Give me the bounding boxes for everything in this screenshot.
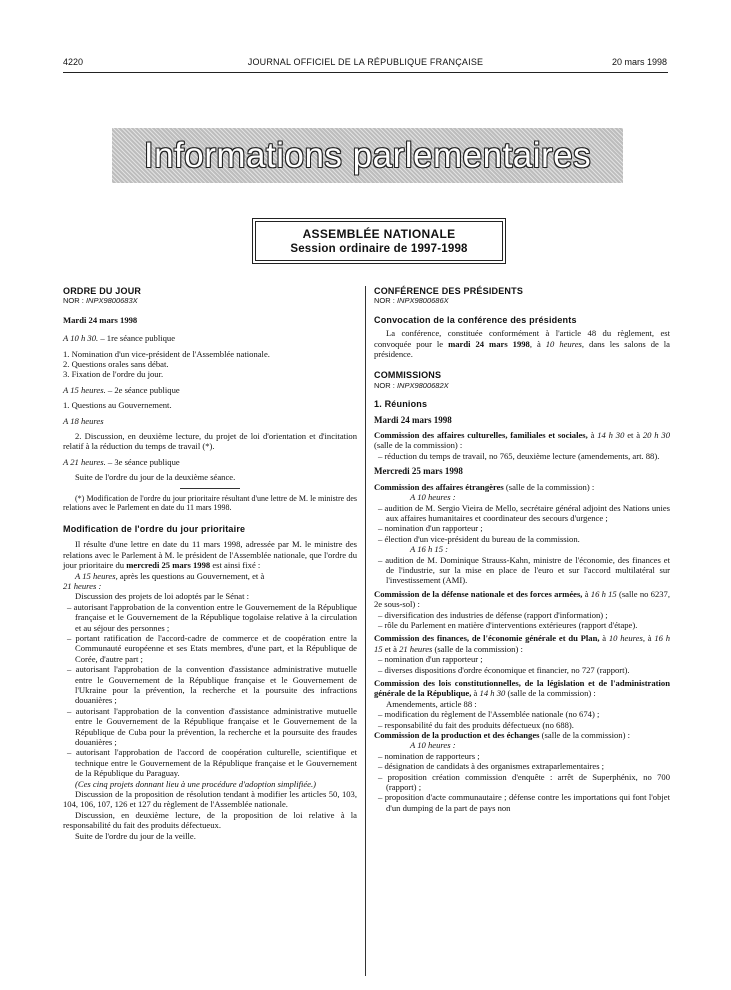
conf-text: La conférence, constituée conformément à l'article 48 du règlement, est convoquée pour le mardi 24 mars 1998, à 10 heures, dans les salons de la présidence. bbox=[374, 328, 670, 360]
column-divider bbox=[365, 286, 366, 976]
footnote: (*) Modification de l'ordre du jour prioritaire résultant d'une lettre de M. le ministre des relations avec le Parlement en date du 11 mars 1998. bbox=[63, 493, 357, 513]
comm-title: COMMISSIONS bbox=[374, 370, 442, 381]
running-header bbox=[0, 57, 731, 71]
commission-production: Commission de la production et des échanges (salle de la commission) : bbox=[374, 730, 630, 741]
modif-resolution: Discussion de la proposition de résolution tendant à modifier les articles 50, 103, 104, 106, 107, 126 et 127 du règlement de l'Assemblée nationale. bbox=[63, 789, 357, 810]
comm-day-2: Mercredi 25 mars 1998 bbox=[374, 466, 463, 477]
ordre-title: ORDRE DU JOUR bbox=[63, 286, 142, 296]
modif-discussion: Discussion des projets de loi adoptés par le Sénat : bbox=[75, 591, 249, 602]
seance-3-heading: A 21 heures. – 3e séance publique bbox=[63, 456, 180, 467]
assembly-name: ASSEMBLÉE NATIONALE bbox=[302, 227, 456, 241]
commission-culturelle: Commission des affaires culturelles, familiales et sociales, à 14 h 30 et à 20 h 30 (salle de la commission) : bbox=[374, 430, 671, 451]
seance-2-item: 2. Discussion, en deuxième lecture, du projet de loi d'orientation et d'incitation relatif à la réduction du temps de travail (*). bbox=[63, 431, 357, 452]
modif-item: – autorisant l'approbation de l'accord de coopération culturelle, scientifique et technique entre le Gouvernement de la République française et le Gouvernement de la République du Paraguay. bbox=[67, 747, 357, 779]
agenda-item: – audition de M. Sergio Vieira de Mello, secrétaire général adjoint des Nations unies aux affaires humanitaires et coordinateur des secours d'urgence ; bbox=[378, 502, 670, 523]
modif-time-b: 21 heures : bbox=[63, 580, 102, 591]
ordre-date: Mardi 24 mars 1998 bbox=[63, 314, 138, 325]
seance-2-heading: A 15 heures. – 2e séance publique bbox=[63, 384, 180, 395]
comm-day-1: Mardi 24 mars 1998 bbox=[374, 414, 452, 425]
agenda-item: – réduction du temps de travail, no 765, deuxième lecture (amendements, art. 88). bbox=[378, 450, 660, 461]
issue-date: 20 mars 1998 bbox=[611, 57, 667, 67]
seance-1-heading: A 10 h 30. – 1re séance publique bbox=[63, 333, 176, 344]
right-column bbox=[374, 286, 670, 813]
agenda-item: – modification du règlement de l'Assemblée nationale (no 674) ; bbox=[378, 709, 600, 720]
modif-intro: Il résulte d'une lettre en date du 11 mars 1998, adressée par M. le ministre des relations avec le Parlement à M. le président de l'Assemblée nationale, que l'ordre du jour prioritaire du mercredi 25 mars 1998 est ainsi fixé : bbox=[63, 539, 357, 571]
conf-title: CONFÉRENCE DES PRÉSIDENTS bbox=[374, 286, 524, 296]
header-rule bbox=[63, 72, 668, 73]
comm-nor: NOR : INPX9800682X bbox=[374, 380, 449, 390]
agenda-time: A 10 heures : bbox=[410, 740, 456, 751]
agenda-item: – désignation de candidats à des organismes extraparlementaires ; bbox=[378, 761, 605, 772]
modif-item: – autorisant l'approbation de la convention d'assistance administrative mutuelle entre le Gouvernement de la République française et le Gouvernement de la République de Cuba pour la prévention, la recherche et la poursuite des fraudes douanières ; bbox=[67, 705, 357, 747]
section-banner bbox=[112, 128, 623, 183]
modif-deuxieme: Discussion, en deuxième lecture, de la proposition de loi relative à la responsabilité du fait des produits défectueux. bbox=[63, 809, 357, 831]
seance-2-item: 1. Questions au Gouvernement. bbox=[63, 400, 172, 411]
footnote-rule bbox=[180, 488, 240, 489]
commission-etrangeres: Commission des affaires étrangères (salle de la commission) : bbox=[374, 481, 595, 492]
page-number: 4220 bbox=[63, 57, 84, 67]
agenda-item: – rôle du Parlement en matière d'interventions extérieures (rapport d'étape). bbox=[378, 619, 638, 630]
conf-subtitle: Convocation de la conférence des présidents bbox=[374, 314, 577, 325]
conf-nor: NOR : INPX9800686X bbox=[374, 296, 449, 306]
session-title: Session ordinaire de 1997-1998 bbox=[290, 243, 468, 255]
agenda-item: – nomination de rapporteurs ; bbox=[378, 750, 480, 761]
modif-times: A 15 heures, après les questions au Gouvernement, et à bbox=[75, 570, 265, 581]
agenda-item: – proposition d'acte communautaire ; défense contre les importations qui font l'objet d'un dumping de la part de pays non bbox=[378, 792, 670, 813]
agenda-time: A 16 h 15 : bbox=[410, 544, 449, 555]
modif-simplified: (Ces cinq projets donnant lieu à une procédure d'adoption simplifiée.) bbox=[75, 778, 316, 789]
modif-item: – autorisant l'approbation de la convention entre le Gouvernement de la République française et le Gouvernement de la République togolaise relative à la circulation et au séjour des personnes ; bbox=[67, 601, 357, 633]
seance-1-item: 3. Fixation de l'ordre du jour. bbox=[63, 369, 164, 380]
agenda-item: – nomination d'un rapporteur ; bbox=[378, 523, 483, 534]
commission-finances: Commission des finances, de l'économie générale et du Plan, à 10 heures, à 16 h 15 et à 21 heures (salle de la commission) : bbox=[374, 633, 670, 654]
agenda-item: – responsabilité du fait des produits défectueux (no 688). bbox=[378, 719, 574, 730]
agenda-item: – diversification des industries de défense (rapport d'information) ; bbox=[378, 609, 608, 620]
comm-section: 1. Réunions bbox=[374, 399, 428, 410]
agenda-item: – proposition création commission d'enquête : arrêt de Superphénix, no 700 (rapport) ; bbox=[378, 771, 670, 793]
left-column bbox=[63, 286, 357, 841]
ordre-nor: NOR : INPX9800683X bbox=[63, 296, 138, 306]
seance-1-item: 1. Nomination d'un vice-président de l'Assemblée nationale. bbox=[63, 348, 270, 359]
modif-item: – autorisant l'approbation de la convention d'assistance administrative mutuelle entre le Gouvernement de la République française et le Gouvernement de l'Ukraine pour la prévention, la recherche et la poursuite des infractions douanières ; bbox=[67, 664, 357, 706]
seance-2-time: A 18 heures bbox=[63, 415, 104, 426]
commission-defense: Commission de la défense nationale et des forces armées, à 16 h 15 (salle no 6237, 2e sous-sol) : bbox=[374, 588, 670, 610]
agenda-item: – diverses dispositions d'ordre économique et financier, no 727 (rapport). bbox=[378, 664, 630, 675]
modif-title: Modification de l'ordre du jour prioritaire bbox=[63, 523, 246, 534]
modif-item: – portant ratification de l'accord-cadre de commerce et de coopération entre la Communauté européenne et ses Etats membres, d'une part, et la République de Corée, d'autre part ; bbox=[67, 632, 357, 664]
commission-lois: Commission des lois constitutionnelles, de la législation et de l'administration générale de la République, à 14 h 30 (salle de la commission) : bbox=[374, 678, 670, 699]
modif-suite: Suite de l'ordre du jour de la veille. bbox=[75, 830, 196, 841]
banner-title: Informations parlementaires bbox=[143, 135, 592, 175]
journal-title: JOURNAL OFFICIEL DE LA RÉPUBLIQUE FRANÇAISE bbox=[247, 57, 484, 67]
agenda-time: A 10 heures : bbox=[410, 492, 456, 503]
agenda-amendements: Amendements, article 88 : bbox=[386, 698, 477, 709]
seance-1-item: 2. Questions orales sans débat. bbox=[63, 359, 169, 370]
seance-3-text: Suite de l'ordre du jour de la deuxième séance. bbox=[75, 472, 236, 483]
assembly-box bbox=[255, 221, 503, 261]
agenda-item: – élection d'un vice-président du bureau de la commission. bbox=[378, 533, 580, 544]
agenda-item: – nomination d'un rapporteur ; bbox=[378, 654, 483, 665]
agenda-item: – audition de M. Dominique Strauss-Kahn, ministre de l'économie, des finances et de l'industrie, sur la mise en place de l'euro et sur l'accord multilatéral sur l'investissement (AMI). bbox=[378, 554, 670, 586]
